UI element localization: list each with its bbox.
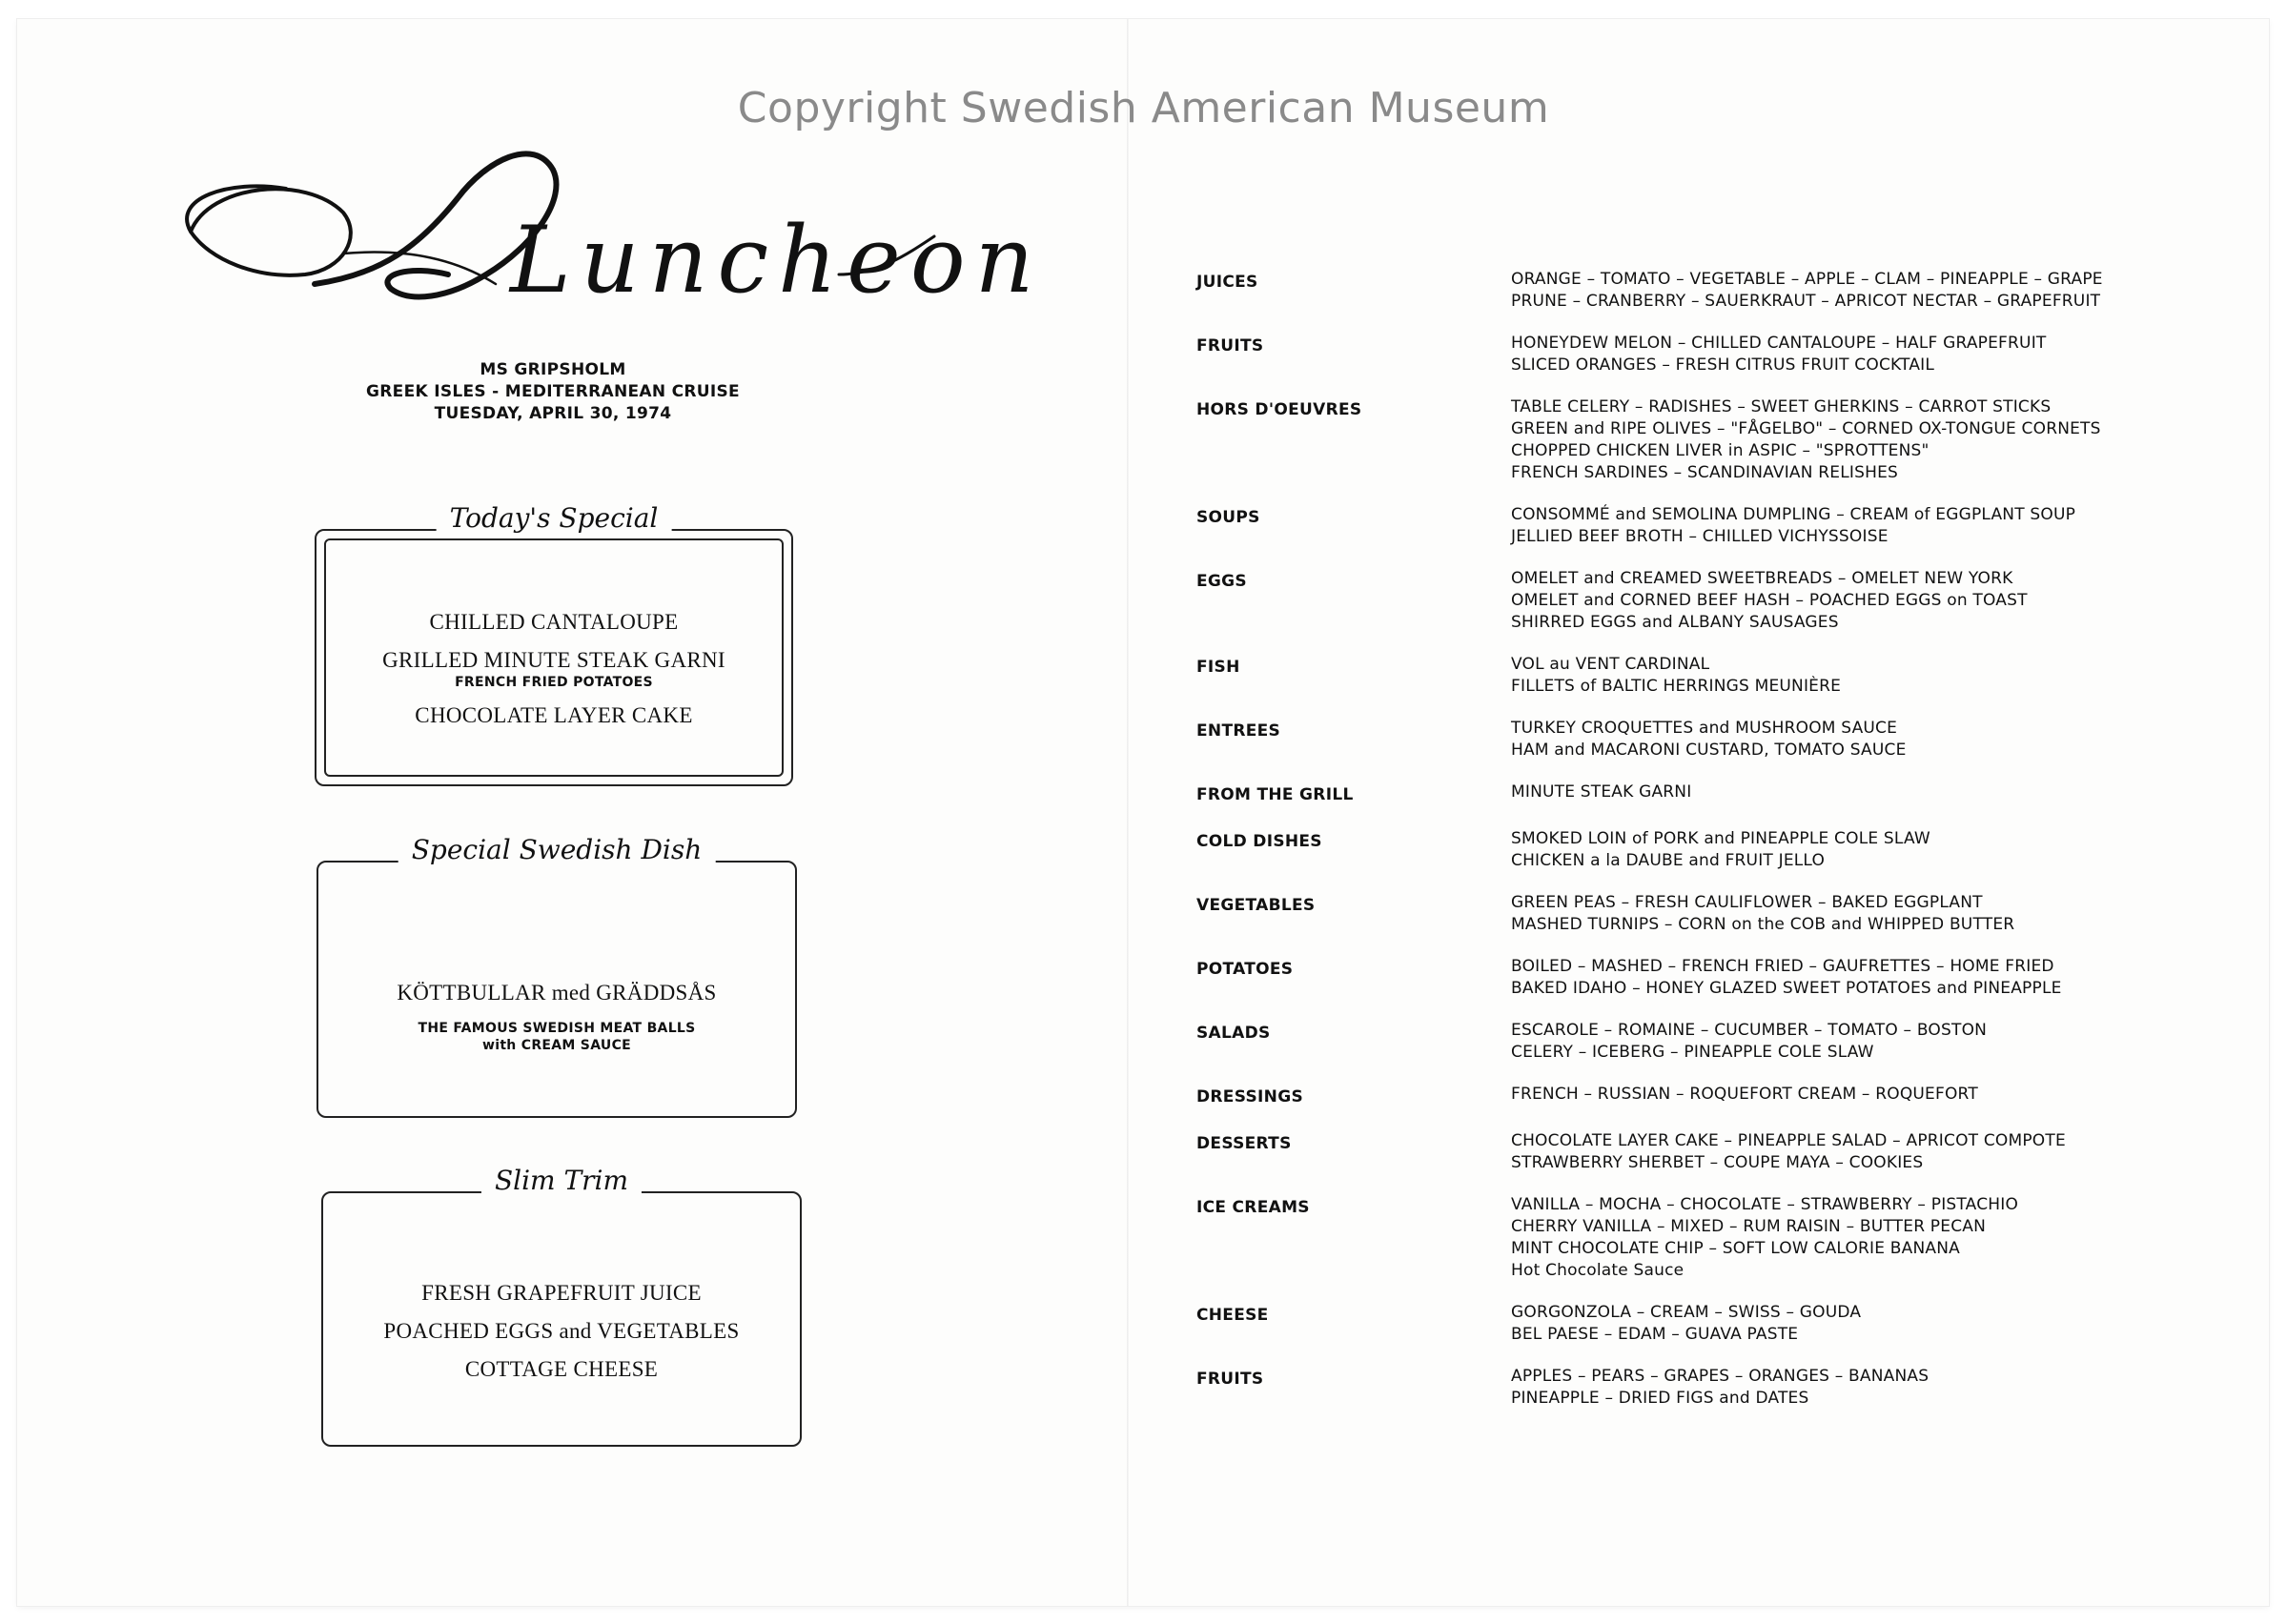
menu-items <box>1511 333 2226 376</box>
menu-items <box>1511 269 2226 313</box>
special-dish-1: CHILLED CANTALOUPE <box>429 610 679 634</box>
menu-list <box>1196 269 2226 1430</box>
menu-item-line: SMOKED LOIN of PORK and PINEAPPLE COLE SLAW <box>1511 829 1930 848</box>
menu-section <box>1196 1020 2226 1064</box>
swedish-dish-title: Special Swedish Dish <box>398 834 716 865</box>
menu-item-line: CHERRY VANILLA – MIXED – RUM RAISIN – BUTTER PECAN <box>1511 1217 1987 1236</box>
ship-name: MS GRIPSHOLM <box>480 360 626 379</box>
menu-items <box>1511 396 2226 484</box>
menu-item-line: SLICED ORANGES – FRESH CITRUS FRUIT COCKTAIL <box>1511 355 1935 375</box>
menu-item-line: Hot Chocolate Sauce <box>1511 1261 1685 1280</box>
menu-item-line: HONEYDEW MELON – CHILLED CANTALOUPE – HALF GRAPEFRUIT <box>1511 334 2047 353</box>
menu-item-line: GREEN PEAS – FRESH CAULIFLOWER – BAKED EGGPLANT <box>1511 893 1983 912</box>
menu-category: DESSERTS <box>1196 1134 1292 1153</box>
menu-item-line: BAKED IDAHO – HONEY GLAZED SWEET POTATOES and PINEAPPLE <box>1511 979 2062 998</box>
slim-trim-title: Slim Trim <box>481 1165 642 1196</box>
menu-category: FROM THE GRILL <box>1196 785 1354 804</box>
menu-item-line: CONSOMMÉ and SEMOLINA DUMPLING – CREAM of EGGPLANT SOUP <box>1511 505 2076 524</box>
menu-category: VEGETABLES <box>1196 896 1316 915</box>
swedish-dish-box <box>317 834 797 1118</box>
menu-section <box>1196 269 2226 313</box>
cruise-name: GREEK ISLES - MEDITERRANEAN CRUISE <box>366 382 740 401</box>
special-dish-2-side: FRENCH FRIED POTATOES <box>455 675 653 690</box>
menu-item-line: VANILLA – MOCHA – CHOCOLATE – STRAWBERRY – PISTACHIO <box>1511 1195 2019 1214</box>
swedish-dish-desc-2: with CREAM SAUCE <box>481 1038 632 1053</box>
menu-item-line: CHOCOLATE LAYER CAKE – PINEAPPLE SALAD – APRICOT COMPOTE <box>1511 1131 2066 1150</box>
menu-item-line: APPLES – PEARS – GRAPES – ORANGES – BANANAS <box>1511 1367 1930 1386</box>
menu-item-line: BOILED – MASHED – FRENCH FRIED – GAUFRETTES – HOME FRIED <box>1511 957 2054 976</box>
menu-item-line: MINT CHOCOLATE CHIP – SOFT LOW CALORIE BANANA <box>1511 1239 1960 1258</box>
menu-item-line: ORANGE – TOMATO – VEGETABLE – APPLE – CLAM – PINEAPPLE – GRAPE <box>1511 270 2103 289</box>
menu-items <box>1511 504 2226 548</box>
menu-category: FRUITS <box>1196 1370 1264 1389</box>
slim-trim-dish-1: FRESH GRAPEFRUIT JUICE <box>421 1281 702 1305</box>
menu-category: JUICES <box>1196 273 1258 292</box>
menu-item-line: OMELET and CREAMED SWEETBREADS – OMELET NEW YORK <box>1511 569 2013 588</box>
menu-item-line: CHICKEN a la DAUBE and FRUIT JELLO <box>1511 851 1826 870</box>
menu-section <box>1196 828 2226 872</box>
menu-item-line: GREEN and RIPE OLIVES – "FÅGELBO" – CORNED OX-TONGUE CORNETS <box>1511 419 2101 438</box>
menu-section <box>1196 1194 2226 1282</box>
menu-item-line: PINEAPPLE – DRIED FIGS and DATES <box>1511 1389 1809 1408</box>
menu-section <box>1196 1084 2226 1108</box>
menu-items <box>1511 1302 2226 1346</box>
menu-item-line: FRENCH – RUSSIAN – ROQUEFORT CREAM – ROQUEFORT <box>1511 1085 1978 1104</box>
todays-special-box <box>315 502 793 786</box>
menu-date: TUESDAY, APRIL 30, 1974 <box>434 404 672 423</box>
menu-items <box>1511 568 2226 634</box>
todays-special-title: Today's Special <box>437 502 672 534</box>
menu-section <box>1196 1130 2226 1174</box>
copyright-watermark: Copyright Swedish American Museum <box>737 84 1550 132</box>
menu-item-line: MASHED TURNIPS – CORN on the COB and WHIPPED BUTTER <box>1511 915 2015 934</box>
menu-item-line: HAM and MACARONI CUSTARD, TOMATO SAUCE <box>1511 741 1907 760</box>
menu-items <box>1511 892 2226 936</box>
menu-section <box>1196 396 2226 484</box>
swedish-dish-name: KÖTTBULLAR med GRÄDDSÅS <box>397 981 717 1005</box>
menu-section <box>1196 504 2226 548</box>
menu-category: FRUITS <box>1196 336 1264 355</box>
menu-section <box>1196 1302 2226 1346</box>
menu-category: FISH <box>1196 658 1240 677</box>
menu-items <box>1511 782 2226 806</box>
menu-category: SOUPS <box>1196 508 1260 527</box>
slim-trim-dish-2: POACHED EGGS and VEGETABLES <box>383 1319 740 1343</box>
menu-items <box>1511 1084 2226 1108</box>
menu-item-line: STRAWBERRY SHERBET – COUPE MAYA – COOKIES <box>1511 1153 1924 1172</box>
menu-item-line: SHIRRED EGGS and ALBANY SAUSAGES <box>1511 613 1839 632</box>
menu-item-line: MINUTE STEAK GARNI <box>1511 782 1692 802</box>
menu-category: ENTREES <box>1196 721 1281 741</box>
menu-items <box>1511 654 2226 698</box>
menu-items <box>1511 1366 2226 1410</box>
luncheon-script-title <box>172 141 1044 341</box>
menu-category: SALADS <box>1196 1024 1271 1043</box>
menu-category: DRESSINGS <box>1196 1087 1303 1106</box>
menu-item-line: CHOPPED CHICKEN LIVER in ASPIC – "SPROTTENS" <box>1511 441 1930 460</box>
menu-section <box>1196 568 2226 634</box>
menu-items <box>1511 1130 2226 1174</box>
menu-item-line: OMELET and CORNED BEEF HASH – POACHED EGGS on TOAST <box>1511 591 2028 610</box>
swedish-dish-desc-1: THE FAMOUS SWEDISH MEAT BALLS <box>418 1021 696 1036</box>
menu-item-line: FRENCH SARDINES – SCANDINAVIAN RELISHES <box>1511 463 1899 482</box>
menu-section <box>1196 782 2226 806</box>
menu-item-line: TABLE CELERY – RADISHES – SWEET GHERKINS – CARROT STICKS <box>1511 397 2052 416</box>
menu-items <box>1511 956 2226 1000</box>
menu-items <box>1511 1194 2226 1282</box>
menu-item-line: GORGONZOLA – CREAM – SWISS – GOUDA <box>1511 1303 1862 1322</box>
menu-items <box>1511 828 2226 872</box>
menu-item-line: PRUNE – CRANBERRY – SAUERKRAUT – APRICOT NECTAR – GRAPEFRUIT <box>1511 292 2101 311</box>
menu-section <box>1196 956 2226 1000</box>
menu-item-line: FILLETS of BALTIC HERRINGS MEUNIÈRE <box>1511 677 1842 696</box>
menu-section <box>1196 333 2226 376</box>
slim-trim-dish-3: COTTAGE CHEESE <box>464 1357 659 1381</box>
menu-section <box>1196 654 2226 698</box>
menu-item-line: CELERY – ICEBERG – PINEAPPLE COLE SLAW <box>1511 1043 1874 1062</box>
menu-item-line: VOL au VENT CARDINAL <box>1511 655 1710 674</box>
menu-section <box>1196 1366 2226 1410</box>
menu-section <box>1196 892 2226 936</box>
luncheon-title-text: Luncheon <box>510 207 1044 314</box>
menu-category: COLD DISHES <box>1196 832 1322 851</box>
menu-items <box>1511 1020 2226 1064</box>
menu-category: CHEESE <box>1196 1306 1269 1325</box>
special-dish-2: GRILLED MINUTE STEAK GARNI <box>382 648 725 672</box>
center-fold <box>1127 19 1129 1606</box>
menu-section <box>1196 718 2226 761</box>
menu-item-line: BEL PAESE – EDAM – GUAVA PASTE <box>1511 1325 1799 1344</box>
menu-category: ICE CREAMS <box>1196 1198 1310 1217</box>
slim-trim-box <box>321 1165 802 1447</box>
menu-item-line: ESCAROLE – ROMAINE – CUCUMBER – TOMATO – BOSTON <box>1511 1021 1988 1040</box>
menu-category: EGGS <box>1196 572 1247 591</box>
menu-item-line: JELLIED BEEF BROTH – CHILLED VICHYSSOISE <box>1511 527 1889 546</box>
menu-item-line: TURKEY CROQUETTES and MUSHROOM SAUCE <box>1511 719 1898 738</box>
menu-items <box>1511 718 2226 761</box>
special-dish-3: CHOCOLATE LAYER CAKE <box>415 703 693 727</box>
menu-category: HORS D'OEUVRES <box>1196 400 1362 419</box>
cruise-header <box>286 359 820 425</box>
menu-category: POTATOES <box>1196 960 1294 979</box>
